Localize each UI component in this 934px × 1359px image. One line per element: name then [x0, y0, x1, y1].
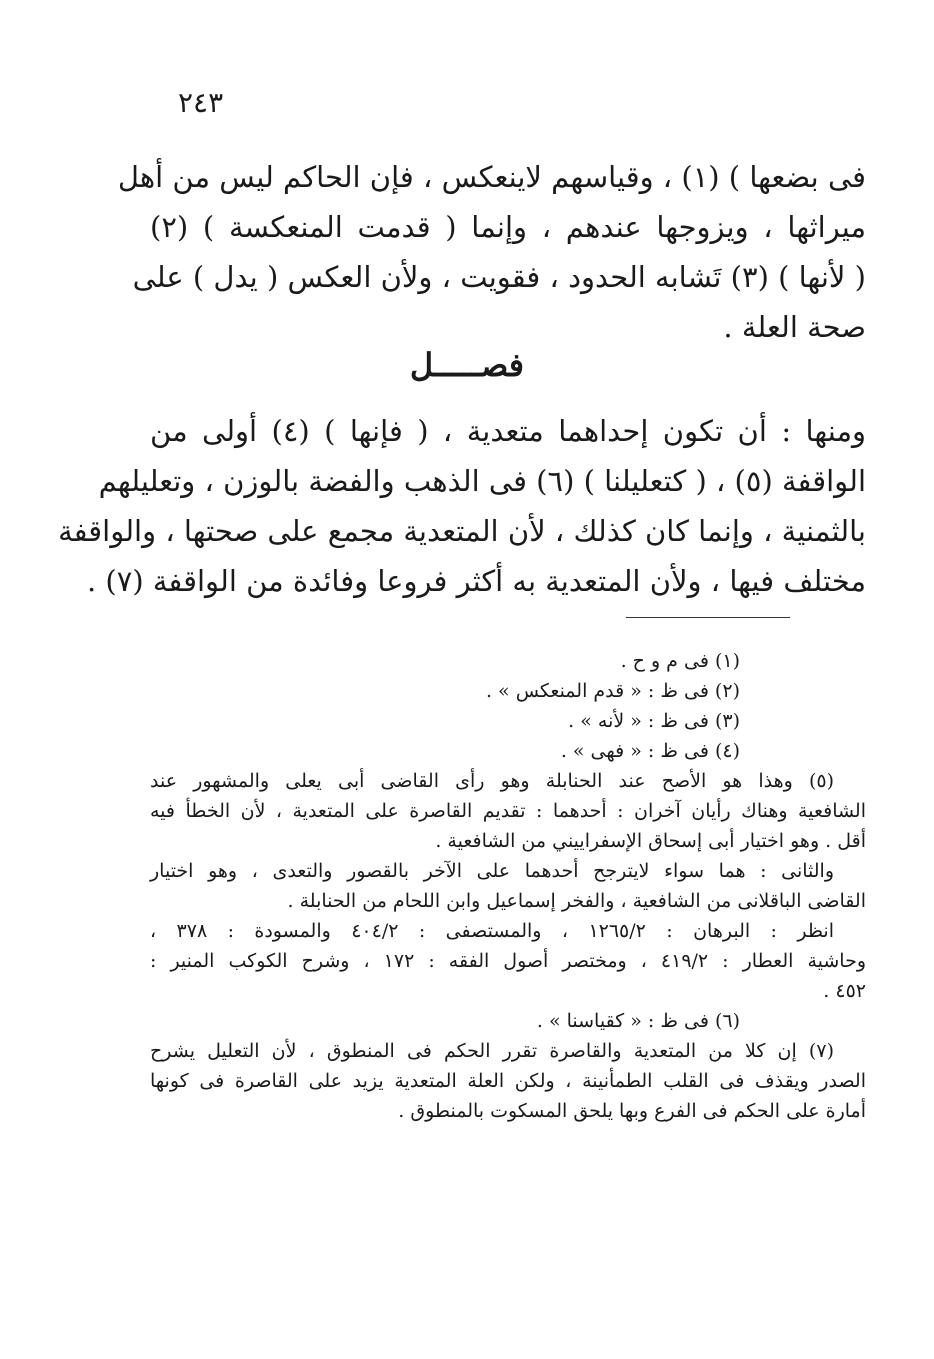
footnote-line: والثانى : هما سواء لايترجح أحدهما على الآخر بالقصور والتعدى ، وهو اختيار [150, 860, 834, 882]
footnote-line: وحاشية العطار : ٤١٩/٢ ، ومختصر أصول الفقه : ١٧٢ ، وشرح الكوكب المنير : [150, 950, 867, 972]
section-heading: فصـــــل [409, 346, 525, 384]
footnote-line: (٤) فى ظ : « فهى » . [560, 740, 740, 762]
footnote-line: القاضى الباقلانى من الشافعية ، والفخر إسماعيل وابن اللحام من الحنابلة . [287, 890, 866, 912]
footnote-line: أمارة على الحكم فى الفرع وبها يلحق المسكوت بالمنطوق . [398, 1100, 866, 1122]
body-line: بالثمنية ، وإنما كان كذلك ، لأن المتعدية مجمع على صحتها ، والواقفة [58, 514, 866, 548]
page-number: ٢٤٣ [178, 86, 224, 119]
footnote-line: أقل . وهو اختيار أبى إسحاق الإسفراييني من الشافعية . [435, 830, 866, 852]
body-line: صحة العلة . [723, 310, 866, 344]
body-line: مختلف فيها ، ولأن المتعدية به أكثر فروعا وفائدة من الواقفة (٧) . [87, 564, 866, 598]
footnote-line: الشافعية وهناك رأيان آخران : أحدهما : تقديم القاصرة على المتعدية ، لأن الخطأ فيه [150, 800, 866, 822]
body-line: الواقفة (٥) ، ( كتعليلنا ) (٦) فى الذهب والفضة بالوزن ، وتعليلهم [98, 464, 866, 498]
body-line: ميراثها ، ويزوجها عندهم ، وإنما ( قدمت المنعكسة ) (٢) [150, 210, 866, 244]
footnote-line: (٣) فى ظ : « لأنه » . [568, 710, 740, 732]
footnotes [150, 646, 866, 1126]
body-line: فى بضعها ) (١) ، وقياسهم لاينعكس ، فإن الحاكم ليس من أهل [117, 160, 866, 194]
footnote-line: (٦) فى ظ : « كقياسنا » . [536, 1010, 740, 1032]
footnote-line: انظر : البرهان : ١٢٦٥/٢ ، والمستصفى : ٤٠٤/٢ والمسودة : ٣٧٨ ، [150, 920, 834, 942]
footnote-line: (٢) فى ظ : « قدم المنعكس » . [485, 680, 740, 702]
footnote-line: (١) فى م و ح . [620, 650, 740, 672]
footnote-line: (٧) إن كلا من المتعدية والقاصرة تقرر الحكم فى المنطوق ، لأن التعليل يشرح [150, 1040, 834, 1062]
body-line: ومنها : أن تكون إحداهما متعدية ، ( فإنها ) (٤) أولى من [150, 414, 866, 448]
footnote-line: (٥) وهذا هو الأصح عند الحنابلة وهو رأى القاضى أبى يعلى والمشهور عند [150, 770, 834, 792]
body-paragraph-1 [117, 152, 866, 352]
footnote-line: ٤٥٢ . [823, 980, 866, 1002]
body-paragraph-2 [58, 406, 866, 606]
body-line: ( لأنها ) (٣) تَشابه الحدود ، فقويت ، ولأن العكس ( يدل ) على [132, 260, 866, 294]
footnote-line: الصدر ويقذف فى القلب الطمأنينة ، ولكن العلة المتعدية يزيد على القاصرة فى كونها [150, 1070, 866, 1092]
footnote-divider [626, 617, 790, 618]
